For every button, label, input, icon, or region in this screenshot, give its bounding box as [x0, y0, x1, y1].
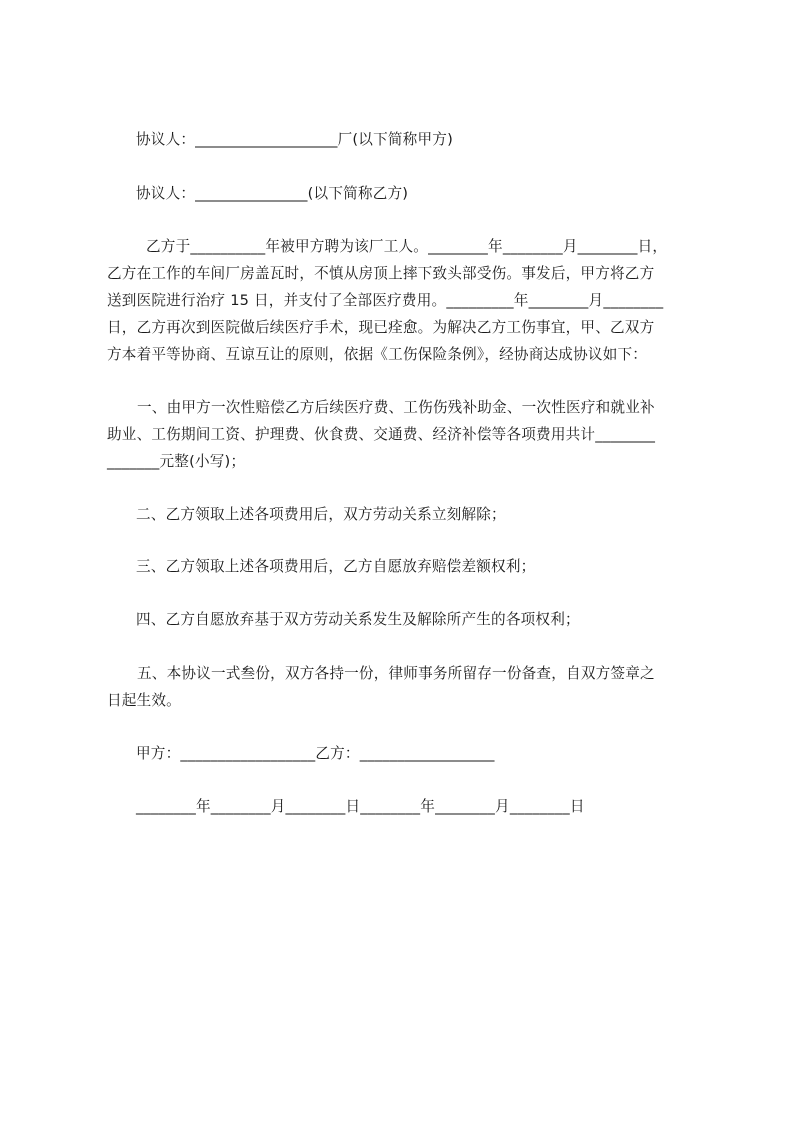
- party-b-line: 协议人：_______________(以下简称乙方): [136, 185, 409, 202]
- clause-2: 二、乙方领取上述各项费用后，双方劳动关系立刻解除；: [136, 506, 506, 523]
- clause-1-line-1: 一、由甲方一次性赔偿乙方后续医疗费、工伤伤残补助金、一次性医疗和就业补: [137, 399, 655, 416]
- intro-line-4: 日，乙方再次到医院做后续医疗手术，现已痊愈。为解决乙方工伤事宜，甲、乙双方: [107, 319, 655, 336]
- clause-5-line-2: 日起生效。: [107, 692, 181, 709]
- party-a-line: 协议人：___________________厂(以下简称甲方): [136, 131, 453, 148]
- clause-5-line-1: 五、本协议一式叁份，双方各持一份，律师事务所留存一份备查，自双方签章之: [137, 665, 655, 682]
- intro-line-2: 乙方在工作的车间厂房盖瓦时，不慎从房顶上摔下致头部受伤。事发后，甲方将乙方: [107, 265, 655, 282]
- clause-4: 四、乙方自愿放弃基于双方劳动关系发生及解除所产生的各项权利；: [136, 611, 580, 628]
- clause-3: 三、乙方领取上述各项费用后，乙方自愿放弃赔偿差额权利；: [136, 558, 536, 575]
- intro-line-1: 乙方于__________年被甲方聘为该厂工人。________年________月________日，: [146, 238, 668, 255]
- clause-1-line-2: 助业、工伤期间工资、护理费、伙食费、交通费、经济补偿等各项费用共计________: [107, 426, 656, 443]
- clause-1-line-3: _______元整(小写)；: [107, 453, 246, 470]
- intro-line-5: 方本着平等协商、互谅互让的原则，依据《工伤保险条例》，经协商达成协议如下：: [107, 346, 648, 363]
- signature-line: 甲方：__________________乙方：__________________: [136, 745, 495, 762]
- date-line: ________年________月________日________年________月________日: [136, 798, 585, 815]
- intro-line-3: 送到医院进行治疗 15 日，并支付了全部医疗费用。_________年________月________: [107, 292, 664, 309]
